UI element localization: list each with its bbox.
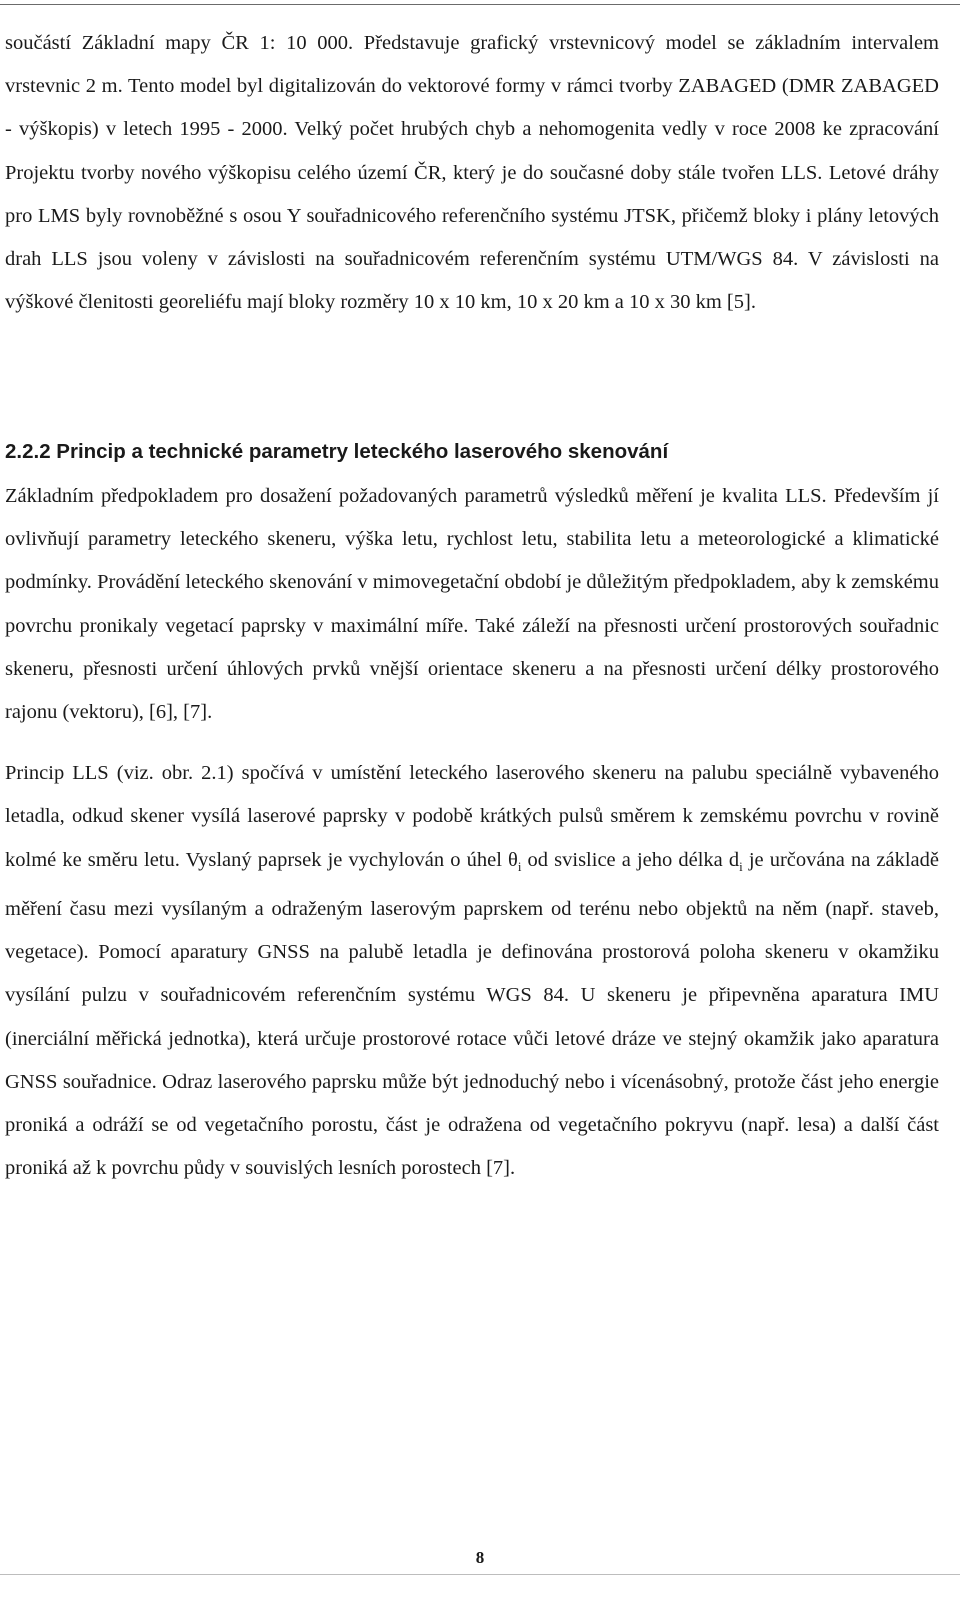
- theta-subscript: i: [517, 858, 522, 874]
- d-subscript: i: [739, 858, 743, 874]
- page-body: [5, 22, 939, 1190]
- footer-rule: [0, 1574, 960, 1575]
- body-paragraph: Základním předpokladem pro dosažení požadovaných parametrů výsledků měření je kvalita LLS. Především jí ovlivňují parametry leteckého skeneru, výška letu, rychlost letu, stabilita letu a meteorologické a klimatické podmínky. Provádění leteckého skenování v mimovegetační období je důležitým předpokladem, aby k zemskému povrchu pronikaly vegetací paprsky v maximální míře. Také záleží na přesnosti určení prostorových souřadnic skeneru, přesnosti určení úhlových prvků vnější orientace skeneru a na přesnosti určení délky prostorového rajonu (vektoru), [6], [7].: [5, 485, 939, 724]
- paragraph-text: je určována na základě měření času mezi vysílaným a odraženým laserovým paprskem od terénu nebo objektů na něm (např. staveb, vegetace). Pomocí aparatury GNSS na palubě letadla je definována prostorová poloha skeneru v okamžiku vysílání pulzu v souřadnicovém referenčním systému WGS 84. U skeneru je připevněna aparatura IMU (inerciální měřická jednotka), která určuje prostorové rotace vůči letové dráze ve stejný okamžik jako aparatura GNSS souřadnice. Odraz laserového paprsku může být jednoduchý nebo i vícenásobný, protože část jeho energie proniká a odráží se od vegetačního porostu, část je odražena od vegetačního pokryvu (např. lesa) a další část proniká až k povrchu půdy v souvislých lesních porostech [7].: [5, 848, 940, 1180]
- body-paragraph: součástí Základní mapy ČR 1: 10 000. Představuje grafický vrstevnicový model se základním intervalem vrstevnic 2 m. Tento model byl digitalizován do vektorové formy v rámci tvorby ZABAGED (DMR ZABAGED - výškopis) v letech 1995 - 2000. Velký počet hrubých chyb a nehomogenita vedly v roce 2008 ke zpracování Projektu tvorby nového výškopisu celého území ČR, který je do současné doby stále tvořen LLS. Letové dráhy pro LMS byly rovnoběžné s osou Y souřadnicového referenčního systému JTSK, přičemž bloky i plány letových drah LLS jsou voleny v závislosti na souřadnicovém referenčním systému UTM/WGS 84. V závislosti na výškové členitosti georeliéfu mají bloky rozměry 10 x 10 km, 10 x 20 km a 10 x 30 km [5].: [5, 32, 939, 314]
- header-rule: [0, 4, 960, 5]
- page-number: 8: [475, 1548, 485, 1567]
- d-symbol: d: [728, 848, 740, 871]
- body-paragraph: [5, 752, 939, 1190]
- paragraph-text: Princip LLS (viz. obr. 2.1) spočívá v umístění leteckého laserového skeneru na palubu speciálně vybaveného letadla, odkud skener vysílá laserové paprsky v podobě krátkých pulsů směrem k zemskému povrchu v rovině kolmé ke směru letu. Vyslaný paprsek je vychylován o úhel: [5, 762, 939, 871]
- paragraph-text: od svislice a jeho délka: [521, 848, 729, 871]
- theta-symbol: θ: [508, 848, 518, 871]
- section-heading: 2.2.2 Princip a technické parametry leteckého laserového skenování: [5, 440, 669, 463]
